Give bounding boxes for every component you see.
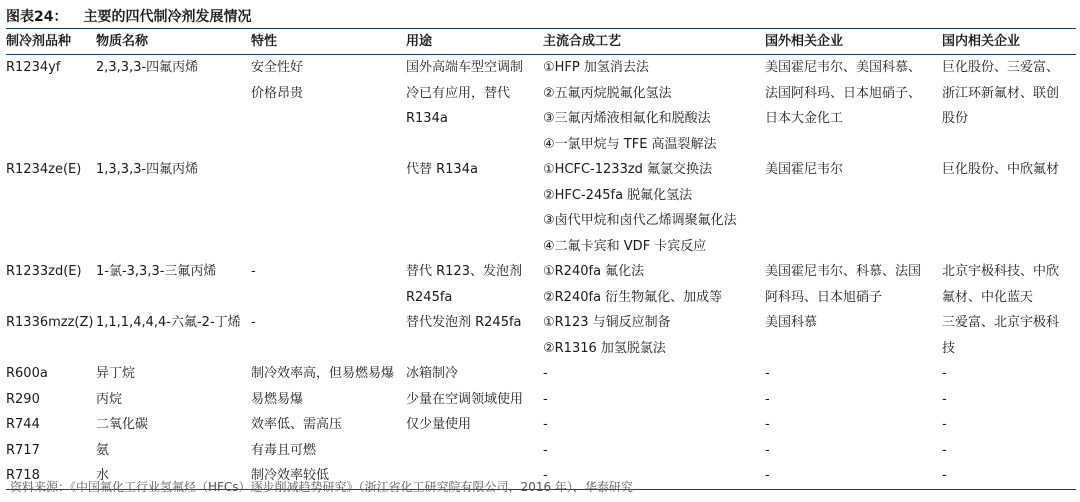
cell-refrigerant: R1233zd(E) — [6, 264, 82, 279]
cell-domestic-companies-line: - — [942, 391, 947, 407]
cell-substance: 丙烷 — [96, 391, 123, 407]
cell-process — [543, 259, 765, 310]
cell-process-line: - — [543, 366, 548, 381]
cell-usage-line: 仅少量使用 — [406, 417, 472, 432]
cell-foreign-companies — [765, 55, 942, 158]
cell-process-line: ③卤代甲烷和卤代乙烯调聚氟化法 — [543, 213, 737, 228]
cell-refrigerant: R717 — [6, 442, 40, 458]
cell-domestic-companies-line: - — [942, 442, 947, 458]
cell-process-line: - — [543, 468, 548, 483]
table-row — [6, 157, 1076, 259]
cell-refrigerant: R718 — [6, 468, 40, 483]
cell-process-line: - — [543, 417, 548, 432]
table-row — [6, 412, 1076, 438]
cell-domestic-companies — [942, 463, 1076, 489]
cell-properties-line: 安全性好 — [251, 60, 304, 75]
cell-process — [543, 412, 765, 438]
cell-process-line: ①HFP 加氢消去法 — [543, 60, 649, 75]
cell-domestic-companies-line: 浙江环新氟材、联创 — [942, 85, 1060, 101]
cell-domestic-companies-line: - — [942, 366, 947, 381]
cell-usage-line: 少量在空调领域使用 — [406, 391, 524, 407]
cell-substance: 氨 — [96, 442, 110, 458]
cell-usage-line: 国外高端车型空调制 — [406, 60, 524, 75]
table-body — [6, 55, 1076, 490]
cell-substance: 1,1,1,4,4,4-六氟-2-丁烯 — [96, 315, 241, 330]
cell-domestic-companies-line: 北京宇极科技、中欣 — [942, 264, 1060, 279]
cell-foreign-companies — [765, 361, 942, 387]
cell-properties — [251, 259, 406, 310]
header-substance: 物质名称 — [96, 29, 251, 55]
cell-foreign-companies — [765, 259, 942, 310]
cell-domestic-companies-line: 巨化股份、三爱富、 — [942, 60, 1060, 75]
cell-refrigerant: R1234ze(E) — [6, 162, 82, 177]
cell-usage-line: 替代 R123、发泡剂 — [406, 264, 522, 279]
cell-process — [543, 157, 765, 259]
cell-domestic-companies-line: 技 — [942, 340, 956, 356]
cell-properties-line: 有毒且可燃 — [251, 442, 317, 458]
cell-usage-line: 代替 R134a — [406, 162, 478, 177]
cell-domestic-companies — [942, 157, 1076, 259]
cell-process-line: - — [543, 442, 548, 458]
cell-properties — [251, 55, 406, 158]
table-row — [6, 361, 1076, 387]
cell-properties — [251, 157, 406, 259]
cell-properties — [251, 361, 406, 387]
cell-domestic-companies-line: - — [942, 417, 947, 432]
table-row — [6, 310, 1076, 361]
cell-properties — [251, 387, 406, 413]
cell-foreign-companies-line: 美国霍尼韦尔、美国科慕、 — [765, 60, 922, 75]
cell-process-line: ①R123 与铜反应制备 — [543, 315, 671, 330]
cell-process — [543, 438, 765, 464]
cell-domestic-companies-line: 巨化股份、中欣氟材 — [942, 162, 1060, 177]
cell-foreign-companies — [765, 310, 942, 361]
cell-properties-line: 效率低、需高压 — [251, 417, 343, 432]
cell-foreign-companies-line: - — [765, 366, 770, 381]
cell-substance: 2,3,3,3-四氟丙烯 — [96, 60, 199, 75]
cell-refrigerant: R1234yf — [6, 60, 61, 75]
cell-properties-line: 制冷效率较低 — [251, 468, 330, 483]
cell-process-line: ④二氟卡宾和 VDF 卡宾反应 — [543, 238, 707, 254]
cell-process-line: ②HFC-245fa 脱氟化氢法 — [543, 187, 693, 203]
source-note: 资料来源：《中国氟化工行业氢氟烃（HFCs）逐步削减趋势研究》（浙江省化工研究院有限公司，2016 年），华泰研究 — [10, 480, 633, 494]
cell-foreign-companies-line: - — [765, 468, 770, 483]
cell-domestic-companies-line: 氟材、中化蓝天 — [942, 289, 1034, 305]
cell-properties-line: - — [251, 315, 256, 330]
cell-properties — [251, 310, 406, 361]
cell-usage-line: 冷已有应用，替代 — [406, 85, 511, 101]
cell-usage-line: R245fa — [406, 289, 453, 305]
cell-refrigerant: R744 — [6, 417, 40, 432]
cell-process — [543, 361, 765, 387]
cell-domestic-companies-line: - — [942, 468, 947, 483]
cell-foreign-companies — [765, 157, 942, 259]
cell-process — [543, 310, 765, 361]
cell-properties-line: - — [251, 264, 256, 279]
header-foreign-companies: 国外相关企业 — [765, 29, 942, 55]
cell-process-line: ②R240fa 衍生物氟化、加成等 — [543, 289, 723, 305]
cell-substance: 二氧化碳 — [96, 417, 149, 432]
cell-properties-line: 价格昂贵 — [251, 85, 304, 101]
header-refrigerant: 制冷剂品种 — [6, 29, 96, 55]
cell-domestic-companies — [942, 438, 1076, 464]
cell-process-line: ②五氟丙烷脱氟化氢法 — [543, 85, 672, 101]
figure-title: 主要的四代制冷剂发展情况 — [83, 9, 252, 25]
cell-usage — [406, 438, 543, 464]
cell-foreign-companies-line: 日本大金化工 — [765, 111, 844, 126]
cell-foreign-companies-line: 美国霍尼韦尔、科慕、法国 — [765, 264, 922, 279]
cell-usage — [406, 310, 543, 361]
cell-properties — [251, 438, 406, 464]
cell-usage — [406, 259, 543, 310]
cell-refrigerant: R1336mzz(Z) — [6, 315, 94, 330]
cell-usage — [406, 387, 543, 413]
cell-foreign-companies-line: - — [765, 417, 770, 432]
cell-foreign-companies-line: - — [765, 391, 770, 407]
cell-refrigerant: R600a — [6, 366, 48, 381]
cell-usage — [406, 412, 543, 438]
cell-process-line: ①R240fa 氟化法 — [543, 264, 645, 279]
cell-usage — [406, 157, 543, 259]
cell-usage — [406, 55, 543, 158]
cell-domestic-companies-line: 三爱富、北京宇极科 — [942, 315, 1060, 330]
cell-substance: 水 — [96, 468, 110, 483]
cell-substance: 1,3,3,3-四氟丙烯 — [96, 162, 199, 177]
header-domestic-companies: 国内相关企业 — [942, 29, 1076, 55]
cell-domestic-companies — [942, 259, 1076, 310]
cell-foreign-companies — [765, 463, 942, 489]
cell-usage-line: R134a — [406, 111, 448, 126]
cell-domestic-companies — [942, 310, 1076, 361]
cell-foreign-companies-line: 美国科慕 — [765, 315, 818, 330]
table-row — [6, 438, 1076, 464]
figure-label: 图表24： — [6, 9, 68, 25]
cell-domestic-companies — [942, 387, 1076, 413]
table-row — [6, 55, 1076, 158]
header-properties: 特性 — [251, 29, 406, 55]
cell-process-line: ④一氯甲烷与 TFE 高温裂解法 — [543, 136, 717, 152]
cell-foreign-companies-line: 美国霍尼韦尔 — [765, 162, 844, 177]
cell-foreign-companies — [765, 412, 942, 438]
cell-domestic-companies — [942, 361, 1076, 387]
refrigerant-table — [6, 29, 1076, 490]
cell-properties-line: 制冷效率高，但易燃易爆 — [251, 366, 395, 381]
cell-process-line: - — [543, 391, 548, 407]
cell-foreign-companies — [765, 438, 942, 464]
cell-foreign-companies — [765, 387, 942, 413]
header-process: 主流合成工艺 — [543, 29, 765, 55]
cell-process-line: ①HCFC-1233zd 氟氯交换法 — [543, 162, 713, 177]
table-row — [6, 387, 1076, 413]
cell-usage-line: 替代发泡剂 R245fa — [406, 315, 522, 330]
cell-foreign-companies-line: 法国阿科玛、日本旭硝子、 — [765, 85, 922, 101]
cell-domestic-companies — [942, 55, 1076, 158]
cell-substance: 1-氯-3,3,3-三氟丙烯 — [96, 264, 217, 279]
table-header-row — [6, 29, 1076, 55]
cell-process-line: ②R1316 加氢脱氯法 — [543, 340, 666, 356]
cell-usage-line: 冰箱制冷 — [406, 366, 459, 381]
cell-domestic-companies — [942, 412, 1076, 438]
cell-process — [543, 387, 765, 413]
cell-process-line: ③三氟丙烯液相氟化和脱酸法 — [543, 111, 711, 126]
header-usage: 用途 — [406, 29, 543, 55]
cell-domestic-companies-line: 股份 — [942, 111, 969, 126]
cell-process — [543, 55, 765, 158]
table-row — [6, 259, 1076, 310]
cell-refrigerant: R290 — [6, 391, 40, 407]
cell-properties-line: 易燃易爆 — [251, 391, 304, 407]
cell-foreign-companies-line: 阿科玛、日本旭硝子 — [765, 289, 883, 305]
cell-substance: 异丁烷 — [96, 366, 136, 381]
figure-title-bar — [6, 4, 1076, 30]
cell-properties — [251, 412, 406, 438]
cell-foreign-companies-line: - — [765, 442, 770, 458]
cell-usage — [406, 361, 543, 387]
